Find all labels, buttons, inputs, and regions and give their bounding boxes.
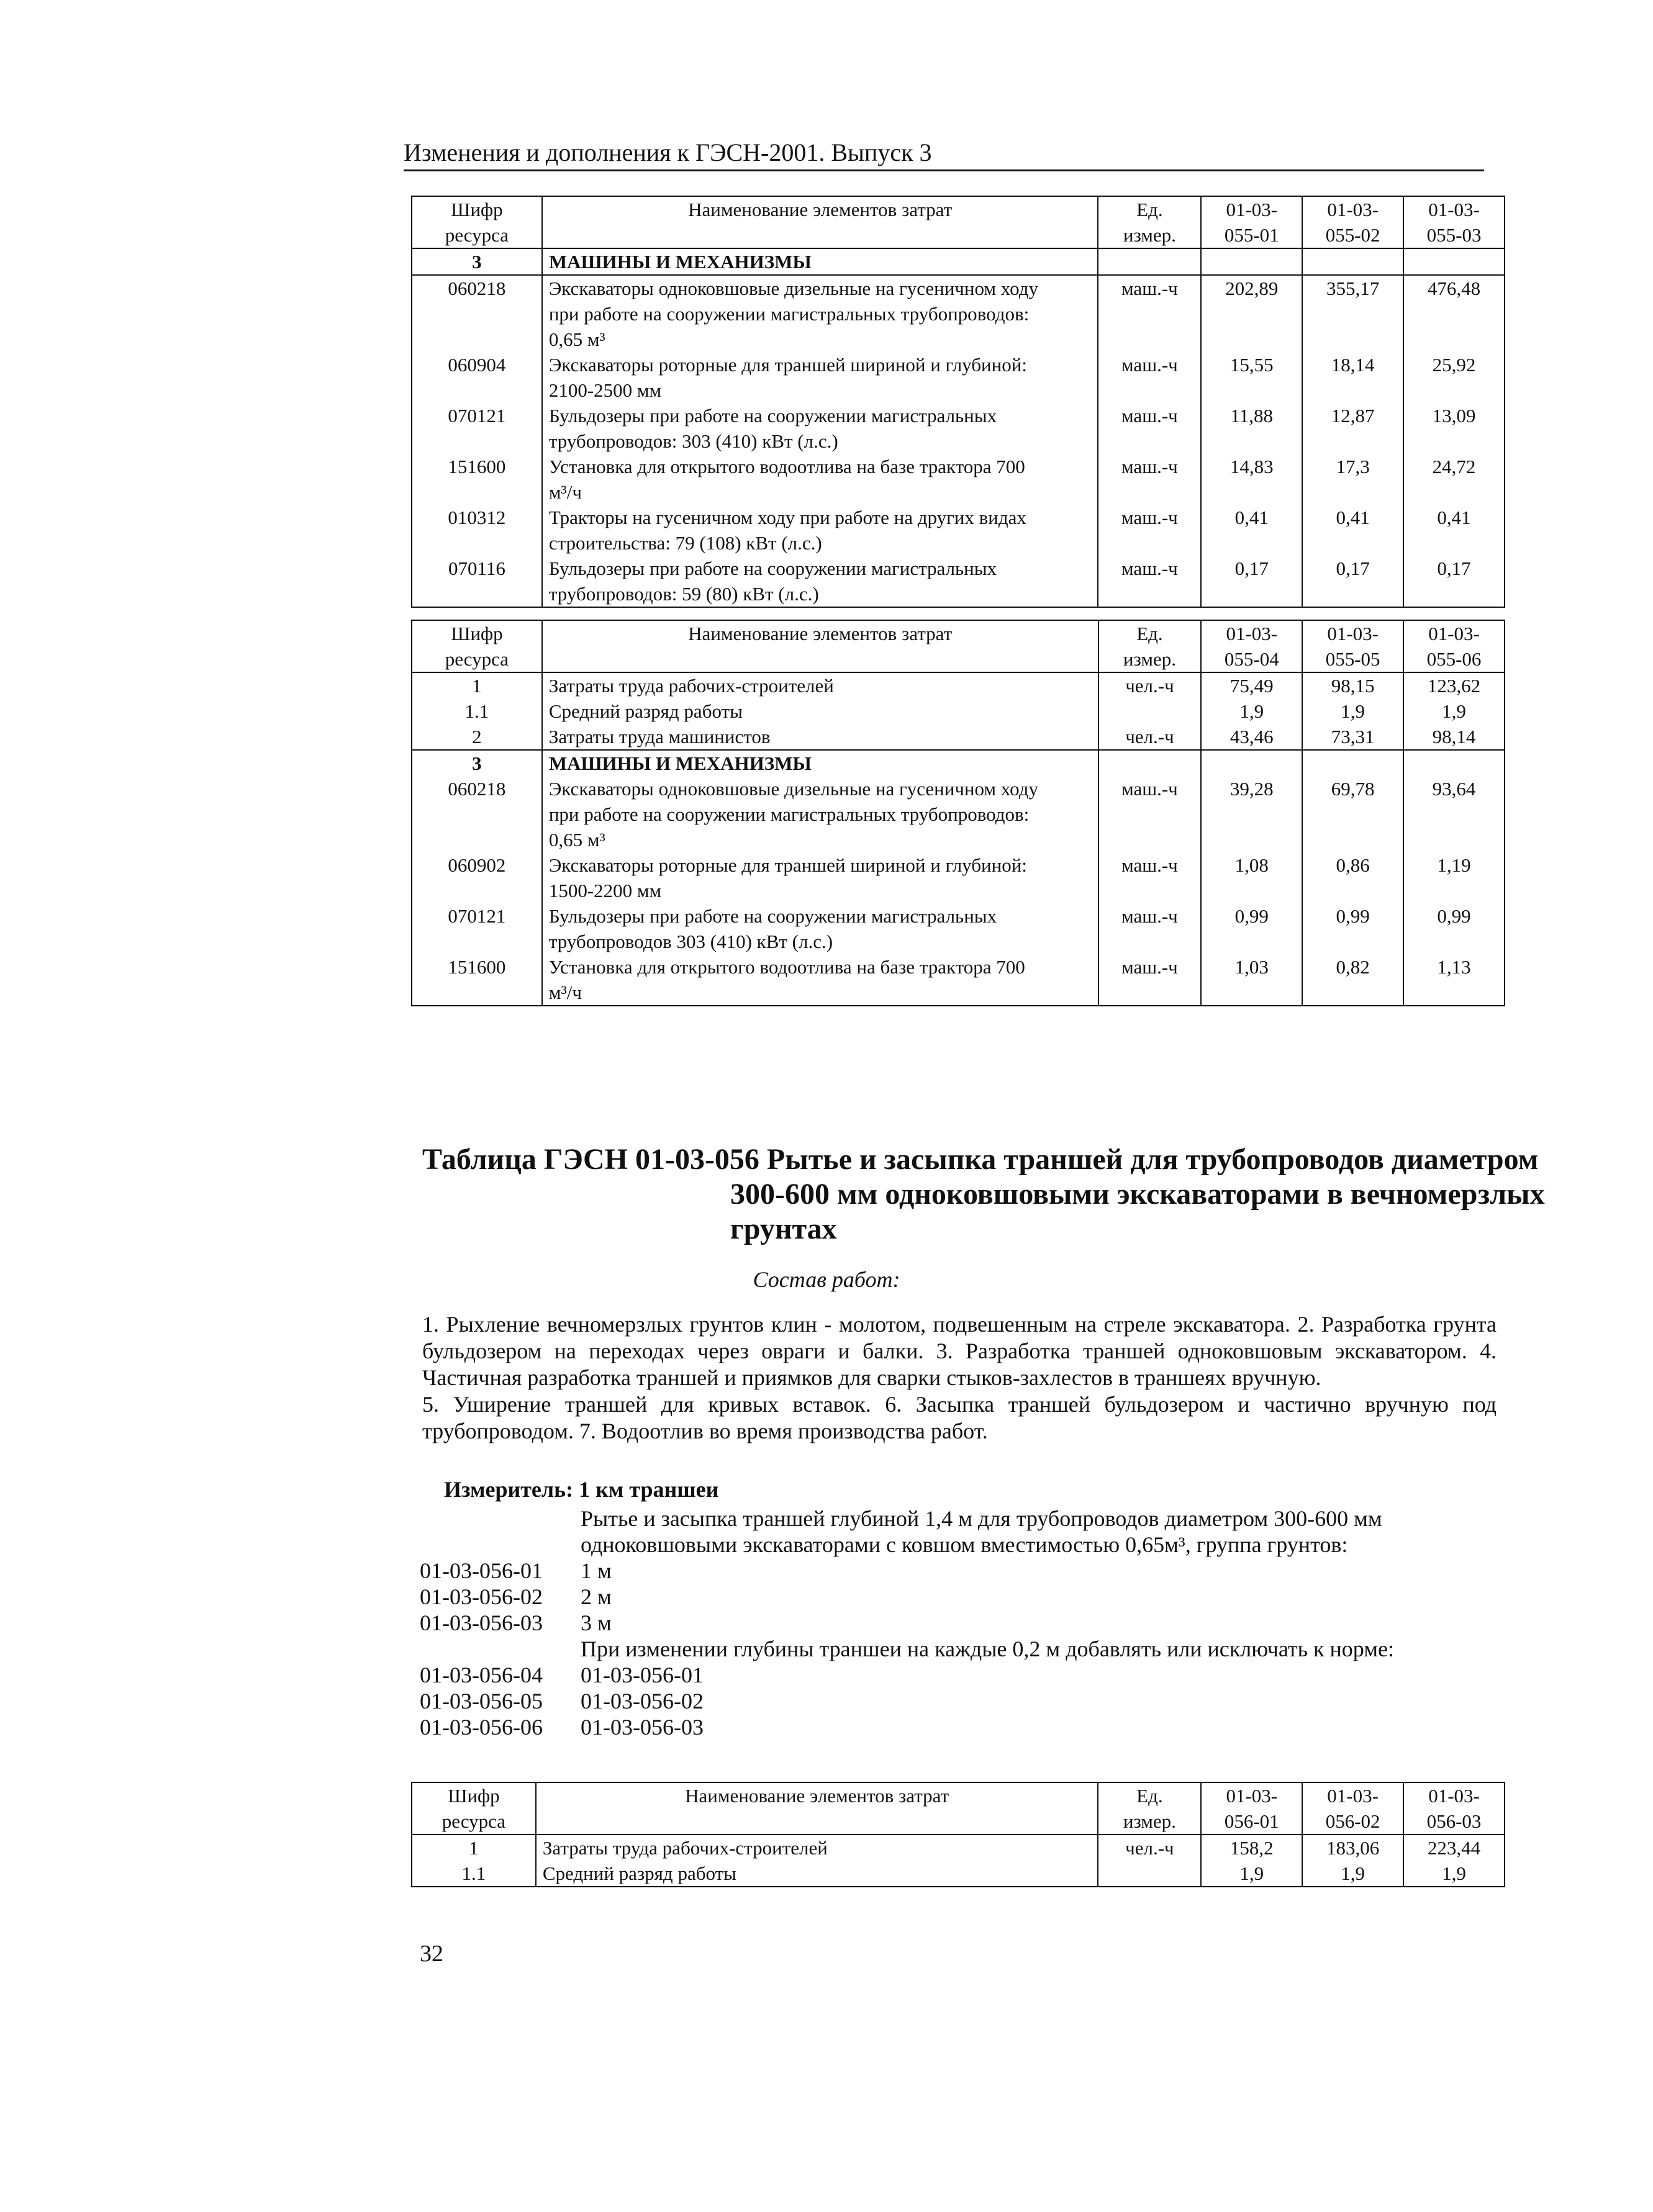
table-row: 2 Затраты труда машинистов чел.-ч 43,46 73,31 98,14	[412, 724, 1505, 750]
header-col1: 01-03-	[1226, 199, 1278, 220]
table-055-01-03	[411, 196, 1505, 608]
table-row: 151600 Установка для открытого водоотлива на базе трактора 700 м³/ч маш.-ч 14,83 17,3 24,72	[412, 454, 1505, 505]
table-row: 060904 Экскаваторы роторные для траншей шириной и глубиной: 2100-2500 мм маш.-ч 15,55 18,14 25,92	[412, 352, 1505, 403]
page-header: Изменения и дополнения к ГЭСН-2001. Выпуск 3	[404, 138, 1484, 171]
list-item: 01-03-056-04 01-03-056-01	[420, 1663, 704, 1687]
table-row: 010312 Тракторы на гусеничном ходу при работе на других видах строительства: 79 (108) кВт (л.с.) маш.-ч 0,41 0,41 0,41	[412, 505, 1505, 556]
norm-list-2	[420, 1662, 704, 1740]
table-row: 060218 Экскаваторы одноковшовые дизельные на гусеничном ходу при работе на сооружении магистральных трубопроводов: 0,65 м³ маш.-ч 39,28 69,78 93,64	[412, 776, 1505, 852]
table-row: 1.1 Средний разряд работы 1,9 1,9 1,9	[412, 1861, 1505, 1887]
list-item: 01-03-056-05 01-03-056-02	[420, 1689, 704, 1713]
header-unit: Ед.	[1136, 199, 1163, 220]
list-item: 01-03-056-06 01-03-056-03	[420, 1715, 704, 1740]
table-row: 1 Затраты труда рабочих-строителей чел.-ч 158,2 183,06 223,44	[412, 1835, 1505, 1861]
header-code: Шифр	[451, 199, 503, 220]
table-title: Таблица ГЭСН 01-03-056 Рытье и засыпка траншей для трубопроводов диаметром 300-600 мм одноковшовыми экскаваторами в вечномерзлых грунтах	[422, 1143, 1545, 1245]
header-col2: 01-03-	[1327, 199, 1379, 220]
measure-unit: Измеритель: 1 км траншеи	[444, 1477, 719, 1502]
table-row: 070121 Бульдозеры при работе на сооружении магистральных трубопроводов: 303 (410) кВт (л.с.) маш.-ч 11,88 12,87 13,09	[412, 403, 1505, 454]
table-row: 1.1 Средний разряд работы 1,9 1,9 1,9	[412, 698, 1505, 724]
table-header-row: Шифр ресурса Наименование элементов затрат Ед. измер. 01-03- 055-01 01-03- 055-02 01-03- 055-03	[412, 196, 1505, 248]
header-name: Наименование элементов затрат	[688, 199, 953, 220]
section-row: 3 МАШИНЫ И МЕХАНИЗМЫ	[412, 248, 1505, 275]
table-row: 060218 Экскаваторы одноковшовые дизельные на гусеничном ходу при работе на сооружении магистральных трубопроводов: 0,65 м³ маш.-ч 202,89 355,17 476,48	[412, 275, 1505, 352]
table-055-04-06	[411, 620, 1505, 1006]
table-header-row: Шифр ресурса Наименование элементов затрат Ед. измер. 01-03- 055-04 01-03- 055-05 01-03- 055-06	[412, 620, 1505, 672]
list-item: 01-03-056-03 3 м	[420, 1610, 612, 1635]
table-056-01-03	[411, 1782, 1505, 1887]
works-description: 1. Рыхление вечномерзлых грунтов клин - молотом, подвешенным на стреле экскаватора. 2. Разработка грунта бульдозером на переходах через овраги и балки. 3. Разработка траншей одноковшовым экскаватором. 4. Частичная разработка траншей и приямков для сварки стыков-захлестов в траншеях вручную. 5. Уширение траншей для кривых вставок. 6. Засыпка траншей бульдозером и частично вручную под трубопроводом. 7. Водоотлив во время производства работ.	[422, 1312, 1497, 1443]
table-header-row: Шифр ресурса Наименование элементов затрат Ед. измер. 01-03- 056-01 01-03- 056-02 01-03- 056-03	[412, 1782, 1505, 1835]
table-row: 070121 Бульдозеры при работе на сооружении магистральных трубопроводов 303 (410) кВт (л.с.) маш.-ч 0,99 0,99 0,99	[412, 903, 1505, 954]
change-note: При изменении глубины траншеи на каждые 0,2 м добавлять или исключать к норме:	[581, 1636, 1394, 1661]
table-row: 151600 Установка для открытого водоотлива на базе трактора 700 м³/ч маш.-ч 1,03 0,82 1,13	[412, 954, 1505, 1006]
table-row: 060902 Экскаваторы роторные для траншей шириной и глубиной: 1500-2200 мм маш.-ч 1,08 0,86 1,19	[412, 852, 1505, 903]
table-row: 070116 Бульдозеры при работе на сооружении магистральных трубопроводов: 59 (80) кВт (л.с.) маш.-ч 0,17 0,17 0,17	[412, 556, 1505, 607]
header-col3: 01-03-	[1428, 199, 1480, 220]
list-item: 01-03-056-01 1 м	[420, 1558, 612, 1583]
table-row: 1 Затраты труда рабочих-строителей чел.-ч 75,49 98,15 123,62	[412, 672, 1505, 698]
page-number: 32	[420, 1941, 443, 1967]
section-row: 3 МАШИНЫ И МЕХАНИЗМЫ	[412, 750, 1505, 776]
list-item: 01-03-056-02 2 м	[420, 1584, 612, 1609]
works-title: Состав работ:	[753, 1267, 900, 1292]
norm-list-1	[420, 1558, 612, 1636]
norm-description: Рытье и засыпка траншей глубиной 1,4 м для трубопроводов диаметром 300-600 мм одноковшовыми экскаваторами с ковшом вместимостью 0,65м³, группа грунтов:	[581, 1506, 1382, 1557]
